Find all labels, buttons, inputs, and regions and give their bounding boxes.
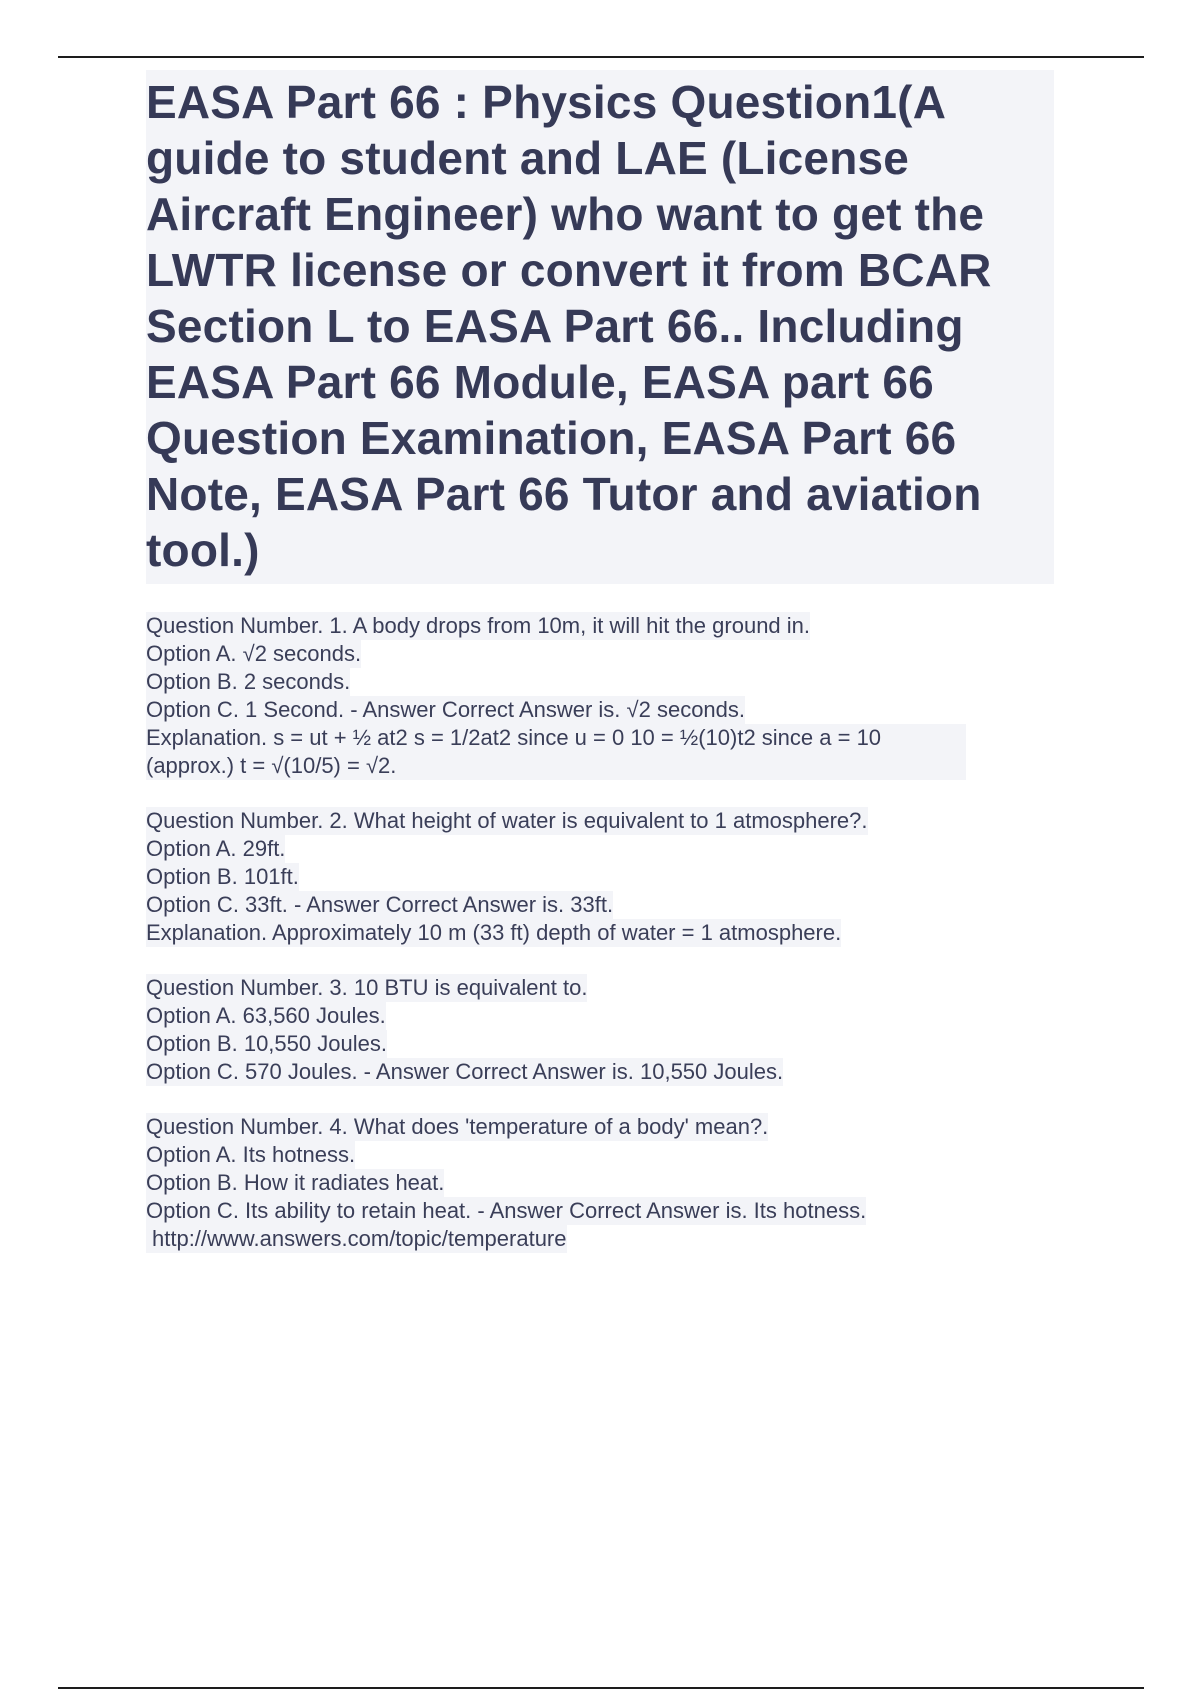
option-b: Option B. 101ft.: [146, 864, 299, 889]
title-block: [146, 70, 1054, 584]
option-c-answer: Option C. 570 Joules. - Answer Correct Answer is. 10,550 Joules.: [146, 1059, 784, 1084]
option-a: Option A. 63,560 Joules.: [146, 1003, 386, 1028]
question-text: Question Number. 3. 10 BTU is equivalent to.: [146, 975, 588, 1000]
question-block: [146, 807, 1054, 947]
document-body: [146, 70, 1054, 1280]
option-b: Option B. 2 seconds.: [146, 669, 351, 694]
question-list: [146, 612, 1054, 1253]
question-block: [146, 1113, 1054, 1253]
explanation: Explanation. Approximately 10 m (33 ft) depth of water = 1 atmosphere.: [146, 920, 842, 945]
question-text: Question Number. 4. What does 'temperature of a body' mean?.: [146, 1114, 769, 1139]
document-title: EASA Part 66 : Physics Question1(A guide to student and LAE (License Aircraft Engineer) who want to get the LWTR license or convert it from BCAR Section L to EASA Part 66.. Including EASA Part 66 Module, EASA part 66 Question Examination, EASA Part 66 Note, EASA Part 66 Tutor and aviation tool.): [146, 76, 992, 576]
explanation: Explanation. s = ut + ½ at2 s = 1/2at2 since u = 0 10 = ½(10)t2 since a = 10 (approx.) t = √(10/5) = √2.: [146, 724, 966, 780]
option-c-answer: Option C. Its ability to retain heat. - Answer Correct Answer is. Its hotness.: [146, 1198, 867, 1223]
question-block: [146, 974, 1054, 1086]
reference-link[interactable]: http://www.answers.com/topic/temperature: [146, 1225, 567, 1253]
top-divider: [58, 56, 1144, 58]
option-a: Option A. √2 seconds.: [146, 641, 362, 666]
option-b: Option B. How it radiates heat.: [146, 1170, 445, 1195]
question-text: Question Number. 1. A body drops from 10m, it will hit the ground in.: [146, 613, 811, 638]
question-block: [146, 612, 1054, 780]
option-c-answer: Option C. 1 Second. - Answer Correct Answer is. √2 seconds.: [146, 697, 746, 722]
option-a: Option A. 29ft.: [146, 836, 286, 861]
option-c-answer: Option C. 33ft. - Answer Correct Answer is. 33ft.: [146, 892, 614, 917]
question-text: Question Number. 2. What height of water is equivalent to 1 atmosphere?.: [146, 808, 868, 833]
bottom-divider: [58, 1687, 1144, 1689]
option-b: Option B. 10,550 Joules.: [146, 1031, 387, 1056]
option-a: Option A. Its hotness.: [146, 1142, 356, 1167]
